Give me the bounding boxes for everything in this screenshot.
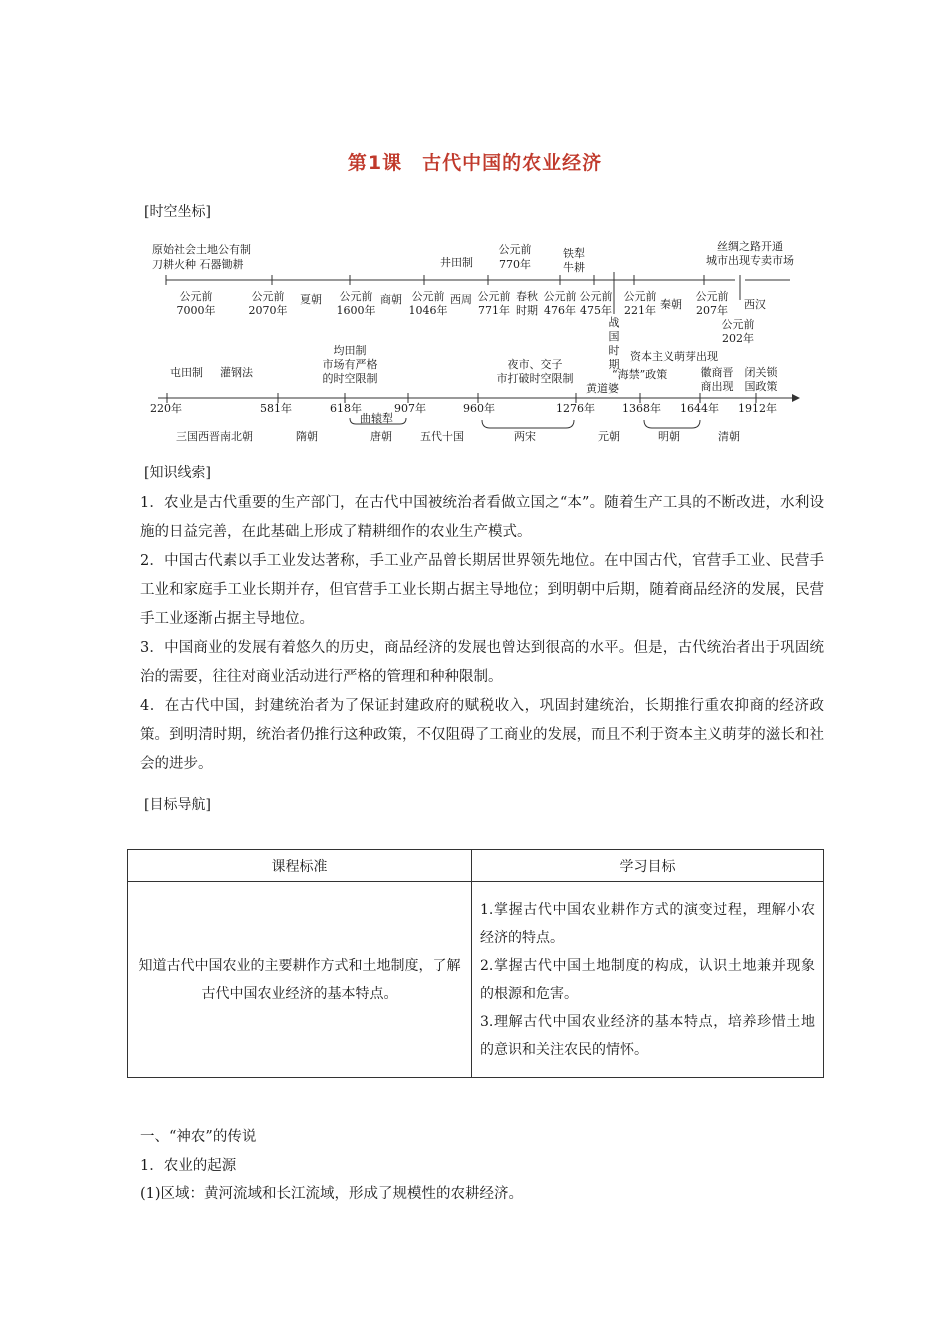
- knowledge-item: 3．中国商业的发展有着悠久的历史，商品经济的发展也曾达到很高的水平。但是，古代统治者出于巩固统治的需要，往往对商业活动进行严格的管理和种种限制。: [140, 640, 824, 685]
- timeline-label: 铁犁: [563, 247, 585, 260]
- timeline-label: 476年: [544, 304, 576, 317]
- timeline-label: 夏朝: [300, 293, 322, 306]
- timeline-label: 202年: [722, 332, 754, 345]
- timeline-label: 资本主义萌芽出现: [630, 350, 718, 363]
- timeline-label: 7000年: [176, 304, 216, 317]
- table-header: 课程标准: [128, 850, 472, 882]
- knowledge-item: 1．农业是古代重要的生产部门，在古代中国被统治者看做立国之“本”。随着生产工具的不断改进，水利设施的日益完善，在此基础上形成了精耕细作的农业生产模式。: [140, 495, 824, 540]
- timeline-label: 均田制: [333, 344, 367, 357]
- page-title: 第1课 古代中国的农业经济: [347, 152, 603, 174]
- timeline-tick-label: 220年: [150, 402, 182, 415]
- timeline-label: 商出现: [700, 380, 734, 393]
- timeline-label: 770年: [499, 258, 531, 271]
- timeline-label: 黄道婆: [586, 382, 619, 395]
- timeline-label: 曲辕犁: [360, 412, 393, 425]
- section1-subheading: 1．农业的起源: [140, 1158, 237, 1174]
- timeline-label: 时期: [516, 304, 538, 317]
- timeline-label: 国政策: [744, 380, 778, 393]
- target-item: 1.掌握古代中国农业耕作方式的演变过程，理解小农经济的特点。: [480, 901, 815, 946]
- timeline-label: 战: [608, 316, 620, 329]
- course-standard: 知道古代中国农业的主要耕作方式和土地制度，了解古代中国农业经济的基本特点。: [128, 882, 472, 1078]
- timeline-label: 公元前: [251, 290, 285, 303]
- timeline-tick-label: 1368年: [622, 402, 661, 415]
- knowledge-item: 2．中国古代素以手工业发达著称，手工业产品曾长期居世界领先地位。在中国古代，官营手工业、民营手工业和家庭手工业长期并存，但官营手工业长期占据主导地位；到明朝中后期，随着商品经济的发展，民营手工业逐渐占据主导地位。: [140, 553, 824, 627]
- timeline-label: 公元前: [543, 290, 577, 303]
- timeline-tick-label: 1276年: [556, 402, 595, 415]
- timeline-label: 公元前: [339, 290, 373, 303]
- timeline-label: 闭关锁: [744, 366, 778, 379]
- timeline-label: 原始社会土地公有制: [152, 243, 251, 256]
- section1-item: (1)区域：黄河流域和长江流域，形成了规模性的农耕经济。: [140, 1186, 524, 1202]
- section-knowledge-heading: [知识线索]: [144, 465, 211, 481]
- timeline-label: 徽商晋: [700, 366, 734, 379]
- timeline-label: 公元前: [579, 290, 613, 303]
- learning-targets: [472, 882, 824, 1078]
- timeline-tick-label: 581年: [260, 402, 292, 415]
- timeline-label: 井田制: [440, 256, 473, 269]
- timeline-label: 221年: [624, 304, 656, 317]
- timeline-label: “海禁”政策: [612, 368, 668, 381]
- timeline-label: 春秋: [516, 290, 538, 303]
- timeline-tick-label: 618年: [330, 402, 362, 415]
- timeline-period: 元朝: [598, 430, 620, 443]
- timeline-label: 公元前: [411, 290, 445, 303]
- timeline-label: 公元前: [623, 290, 657, 303]
- timeline-label: 1046年: [408, 304, 448, 317]
- timeline-label: 灌钢法: [220, 366, 253, 379]
- timeline-label: 市场有严格: [322, 358, 378, 371]
- knowledge-item: 4．在古代中国，封建统治者为了保证封建政府的赋税收入，巩固封建统治，长期推行重农抑商的经济政策。到明清时期，统治者仍推行这种政策，不仅阻碍了工商业的发展，而且不利于资本主义萌芽的滋长和社会的进步。: [140, 698, 824, 772]
- timeline-period: 明朝: [658, 430, 680, 443]
- timeline-label: 西汉: [744, 298, 766, 311]
- timeline-label: 1600年: [336, 304, 376, 317]
- timeline-period: 五代十国: [420, 430, 464, 443]
- timeline-label: 时: [608, 344, 620, 357]
- timeline-period: 隋朝: [296, 430, 318, 443]
- timeline-label: 期: [608, 358, 620, 371]
- timeline-label: 夜市、交子: [507, 358, 563, 371]
- timeline-label: 公元前: [498, 243, 532, 256]
- timeline-label: 2070年: [248, 304, 288, 317]
- timeline-tick-label: 1912年: [738, 402, 777, 415]
- timeline-tick-label: 1644年: [680, 402, 719, 415]
- timeline-label: 207年: [696, 304, 728, 317]
- timeline-tick-label: 907年: [394, 402, 426, 415]
- timeline-label: 商朝: [380, 293, 402, 306]
- goal-table: [127, 849, 824, 1078]
- timeline-label: 公元前: [477, 290, 511, 303]
- timeline-label: 的时空限制: [322, 372, 378, 385]
- timeline-label: 丝绸之路开通: [717, 240, 783, 253]
- timeline-period: 三国西晋南北朝: [176, 430, 253, 443]
- timeline-label: 牛耕: [563, 261, 585, 274]
- timeline-label: 城市出现专卖市场: [706, 254, 794, 267]
- timeline-period: 清朝: [718, 430, 740, 443]
- timeline-label: 西周: [450, 293, 472, 306]
- timeline-label: 公元前: [721, 318, 755, 331]
- timeline-period: 唐朝: [370, 430, 392, 443]
- target-item: 3.理解古代中国农业经济的基本特点，培养珍惜土地的意识和关注农民的情怀。: [480, 1013, 815, 1058]
- timeline-tick-label: 960年: [463, 402, 495, 415]
- timeline-label: 国: [608, 330, 620, 343]
- section-goals-heading: [目标导航]: [144, 797, 211, 813]
- timeline-label: 公元前: [695, 290, 729, 303]
- timeline-label: 秦朝: [660, 298, 682, 311]
- timeline-label: 市打破时空限制: [496, 372, 574, 385]
- timeline-label: 公元前: [179, 290, 213, 303]
- target-item: 2.掌握古代中国土地制度的构成，认识土地兼并现象的根源和危害。: [480, 957, 815, 1002]
- section-timeline-heading: [时空坐标]: [144, 204, 211, 220]
- timeline-label: 刀耕火种 石器锄耕: [152, 258, 244, 271]
- table-header: 学习目标: [472, 850, 824, 882]
- timeline-label: 屯田制: [170, 366, 203, 379]
- knowledge-list: [140, 489, 824, 779]
- timeline-label: 475年: [580, 304, 612, 317]
- section1-heading: 一、“神农”的传说: [140, 1129, 257, 1145]
- timeline-lines: [0, 0, 950, 450]
- timeline-label: 771年: [478, 304, 510, 317]
- timeline-period: 两宋: [514, 430, 536, 443]
